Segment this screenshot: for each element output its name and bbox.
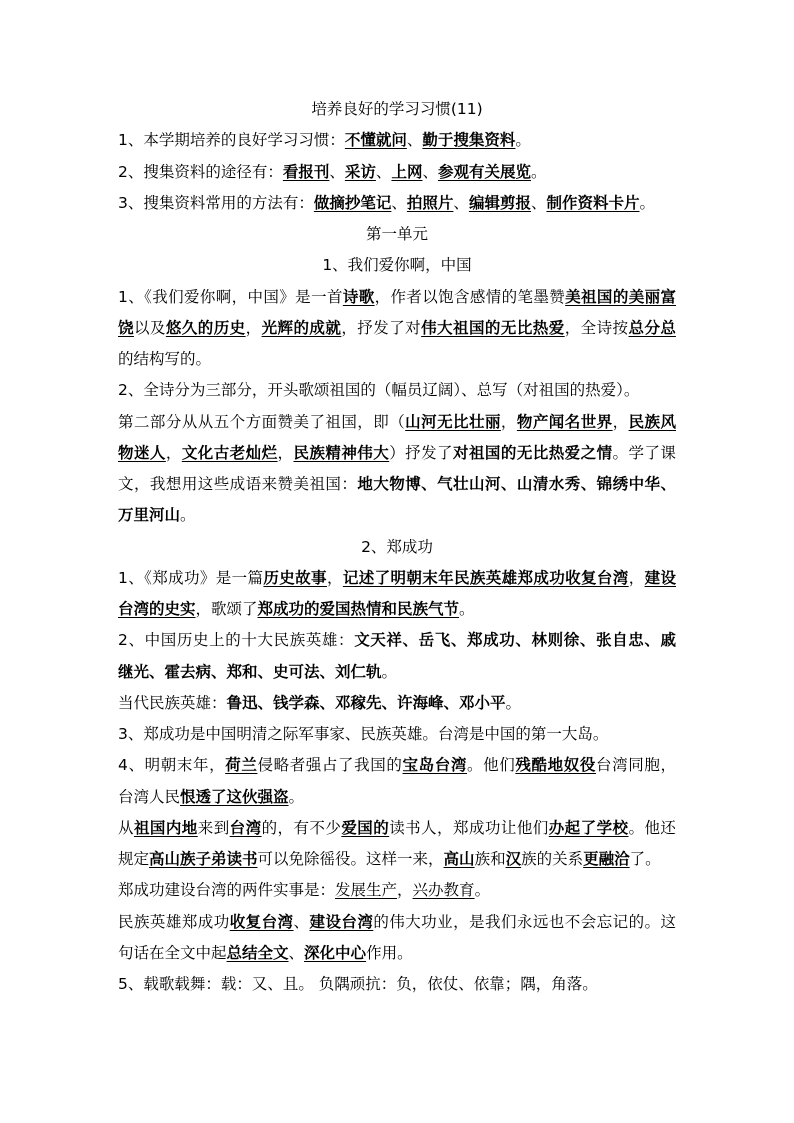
text-run: ， (612, 412, 629, 431)
emphasized-text: 办起了学校 (548, 818, 629, 837)
text-run: 2、搜集资料的途径有： (118, 162, 283, 181)
text-run: ， (500, 412, 517, 431)
text-line (118, 500, 676, 531)
text-run: 。他还 (628, 818, 676, 837)
text-run: 2、郑成功 (361, 537, 433, 556)
text-run: 1、《郑成功》是一篇 (118, 568, 264, 587)
text-line (118, 219, 676, 250)
text-run: 句话在全文中起 (118, 943, 227, 962)
text-run: 3、郑成功是中国明清之际军事家、民族英雄。台湾是中国的第一大岛。 (118, 725, 609, 743)
emphasized-text: 发展生产 (335, 881, 398, 900)
text-line (118, 250, 676, 281)
emphasized-text: 高山 (443, 850, 475, 868)
text-run: ， (628, 568, 645, 587)
paragraph (118, 407, 676, 532)
text-run: 、 (329, 162, 345, 181)
text-run: 台湾同胞， (595, 756, 676, 775)
emphasized-text: 台湾的史实 (118, 600, 196, 618)
paragraph (118, 907, 676, 970)
paragraph (118, 750, 676, 813)
emphasized-text: 参观有关展览 (437, 162, 531, 181)
emphasized-text: 制作资料卡片 (546, 193, 640, 212)
text-run: ， (326, 568, 343, 587)
emphasized-text: 不懂就问 (344, 131, 407, 150)
text-run: 、 (391, 193, 407, 212)
paragraph (118, 719, 676, 750)
text-run: 、 (293, 912, 310, 931)
text-run: 民族英雄郑成功 (118, 912, 230, 931)
text-run: ， (397, 881, 413, 900)
text-run: 以及 (133, 318, 166, 337)
text-line (118, 750, 676, 781)
text-run: ，全诗按 (564, 318, 629, 337)
text-line (118, 188, 676, 219)
emphasized-text: 郑成功的爱国热情和民族气节 (257, 600, 460, 618)
emphasized-text: 宝岛台湾 (402, 756, 468, 775)
emphasized-text: 高山族子弟读书 (149, 850, 258, 868)
text-run: 。他们 (467, 756, 516, 775)
text-run: 、 (406, 131, 423, 150)
text-run: 了。 (629, 850, 661, 868)
emphasized-text: 民族风 (628, 412, 676, 431)
text-run: ，作者以饱含感情的笔墨赞 (374, 287, 566, 306)
text-line (118, 407, 676, 438)
text-run: 1、《我们爱你啊，中国》是一首 (118, 287, 343, 306)
text-run: 侵略者强占了我国的 (257, 756, 403, 775)
paragraph (118, 625, 676, 688)
emphasized-text: 万里河山 (118, 506, 181, 525)
section-heading (118, 532, 676, 563)
section-heading (118, 250, 676, 281)
text-run: 。 (180, 506, 196, 525)
text-line (118, 532, 676, 563)
text-line (118, 282, 676, 313)
text-run: 5、载歌载舞：载：又、且。 负隅顽抗：负，依仗、依靠；隅，角落。 (118, 975, 598, 993)
text-line (118, 125, 676, 156)
emphasized-text: 拍照片 (406, 193, 454, 212)
emphasized-text: 物迷人 (118, 443, 166, 462)
emphasized-text: 山河无比壮丽 (405, 412, 501, 431)
text-line (118, 375, 676, 406)
emphasized-text: 荷兰 (225, 756, 258, 775)
text-line (118, 438, 676, 469)
text-run: 作用。 (366, 943, 413, 962)
text-run: ，抒发了对 (341, 318, 422, 337)
text-run: 来到 (197, 818, 230, 837)
text-run: 、 (375, 162, 392, 181)
text-run: 。 (459, 600, 475, 618)
text-run: 。 (505, 693, 522, 712)
emphasized-text: 鲁迅、钱学森、邓稼先、许海峰、邓小平 (226, 693, 506, 712)
text-run: 第一单元 (365, 225, 428, 243)
text-line (118, 594, 676, 625)
emphasized-text: 继光、霍去病、郑和、史可法、刘仁轨 (118, 662, 382, 681)
text-line (118, 469, 676, 500)
text-run: 的，有不少 (261, 818, 342, 837)
emphasized-text: 历史故事 (263, 568, 327, 587)
text-run: ， (277, 443, 294, 462)
text-run: 培养良好的学习习惯(11) (311, 100, 483, 118)
text-line (118, 94, 676, 125)
emphasized-text: 建设 (644, 568, 676, 587)
text-line (118, 907, 676, 938)
text-run: 第二部分从从五个方面赞美了祖国，即（ (118, 412, 406, 431)
text-run: 的结构写的。 (118, 350, 212, 368)
emphasized-text: 台湾 (229, 818, 262, 837)
text-run: 4、明朝末年， (118, 756, 226, 775)
text-run: 读书人，郑成功让他们 (389, 818, 549, 837)
emphasized-text: 文天祥、岳飞、郑成功、林则徐、张自忠、戚 (354, 631, 676, 650)
text-line (118, 657, 676, 688)
document-body (118, 94, 676, 1000)
emphasized-text: 伟大祖国的无比热爱 (421, 318, 565, 337)
text-run: 1、我们爱你啊，中国 (322, 256, 472, 275)
emphasized-text: 爱国的 (341, 818, 390, 837)
text-line (118, 344, 676, 375)
text-run: 。 (381, 662, 398, 681)
text-run: 3、搜集资料常用的方法有： (118, 193, 314, 212)
text-line (118, 782, 676, 813)
paragraph (118, 688, 676, 719)
text-line (118, 625, 676, 656)
text-run: 族和 (474, 850, 506, 868)
text-run: ）抒发了 (389, 443, 454, 462)
emphasized-text: 汉 (505, 850, 522, 868)
text-run: 2、中国历史上的十大民族英雄： (118, 631, 355, 650)
text-run: 、 (422, 162, 438, 181)
text-run: ， (245, 318, 262, 337)
text-run: 。 (515, 131, 531, 150)
section-heading (118, 219, 676, 250)
text-run: 1、本学期培养的良好学习习惯： (118, 131, 345, 150)
text-run: 台湾人民 (118, 787, 181, 806)
text-line (118, 157, 676, 188)
section-heading (118, 94, 676, 125)
text-run: 。 (474, 881, 491, 900)
text-run: 、 (530, 193, 547, 212)
emphasized-text: 记述了明朝末年民族英雄郑成功收复台湾 (342, 568, 629, 587)
text-run: 可以免除徭役。这样一来， (257, 850, 444, 868)
text-run: 。 (288, 787, 305, 806)
text-line (118, 969, 676, 1000)
text-line (118, 688, 676, 719)
text-run: ，歌颂了 (195, 600, 258, 618)
emphasized-text: 总结全文 (226, 943, 289, 962)
paragraph (118, 813, 676, 876)
emphasized-text: 民族精神伟大 (293, 443, 390, 462)
text-line (118, 875, 676, 906)
emphasized-text: 收复台湾 (229, 912, 294, 931)
emphasized-text: 编辑剪报 (468, 193, 531, 212)
emphasized-text: 看报刊 (282, 162, 330, 181)
paragraph (118, 875, 676, 906)
text-run: ， (165, 443, 182, 462)
text-line (118, 813, 676, 844)
text-run: 。 (639, 193, 655, 212)
emphasized-text: 深化中心 (304, 943, 367, 962)
emphasized-text: 采访 (344, 162, 376, 181)
text-line (118, 313, 676, 344)
text-run: 规定 (118, 850, 150, 868)
emphasized-text: 地大物博、气壮山河、山清水秀、锦绣中华、 (357, 475, 676, 493)
paragraph (118, 188, 676, 219)
paragraph (118, 375, 676, 406)
emphasized-text: 勤于搜集资料 (422, 131, 516, 150)
paragraph (118, 969, 676, 1000)
text-run: 、 (453, 193, 469, 212)
emphasized-text: 文化古老灿烂 (181, 443, 278, 462)
text-run: 从 (118, 818, 134, 837)
emphasized-text: 建设台湾 (309, 912, 374, 931)
text-line (118, 719, 676, 750)
text-run: 2、全诗分为三部分，开头歌颂祖国的（幅员辽阔）、总写（对祖国的热爱）。 (118, 381, 640, 400)
paragraph (118, 282, 676, 376)
emphasized-text: 祖国内地 (133, 818, 198, 837)
emphasized-text: 美祖国的美丽富 (565, 287, 676, 306)
emphasized-text: 做摘抄笔记 (313, 193, 392, 212)
text-run: 文，我想用这些成语来赞美祖国： (118, 475, 358, 493)
text-run: 当代民族英雄： (118, 693, 227, 712)
emphasized-text: 对祖国的无比热爱之情 (453, 443, 613, 462)
text-run: 的伟大功业，是我们永远也不会忘记的。这 (373, 912, 676, 931)
emphasized-text: 诗歌 (342, 287, 375, 306)
text-line (118, 938, 676, 969)
paragraph (118, 157, 676, 188)
text-line (118, 844, 676, 875)
paragraph (118, 563, 676, 626)
emphasized-text: 兴办教育 (412, 881, 475, 900)
emphasized-text: 残酷地奴役 (515, 756, 596, 775)
paragraph (118, 125, 676, 156)
text-run: 族的关系 (521, 850, 584, 868)
text-run: 、 (288, 943, 305, 962)
emphasized-text: 悠久的历史 (165, 318, 246, 337)
emphasized-text: 恨透了这伙强盗 (180, 787, 289, 806)
emphasized-text: 物产闻名世界 (516, 412, 613, 431)
text-run: 郑成功建设台湾的两件实事是： (118, 881, 336, 900)
emphasized-text: 总分总 (628, 318, 676, 337)
emphasized-text: 饶 (118, 318, 134, 337)
emphasized-text: 上网 (391, 162, 423, 181)
emphasized-text: 更融洽 (583, 850, 630, 868)
text-run: 。 (530, 162, 547, 181)
emphasized-text: 光辉的成就 (261, 318, 342, 337)
text-line (118, 563, 676, 594)
text-run: 。学了课 (612, 443, 676, 462)
